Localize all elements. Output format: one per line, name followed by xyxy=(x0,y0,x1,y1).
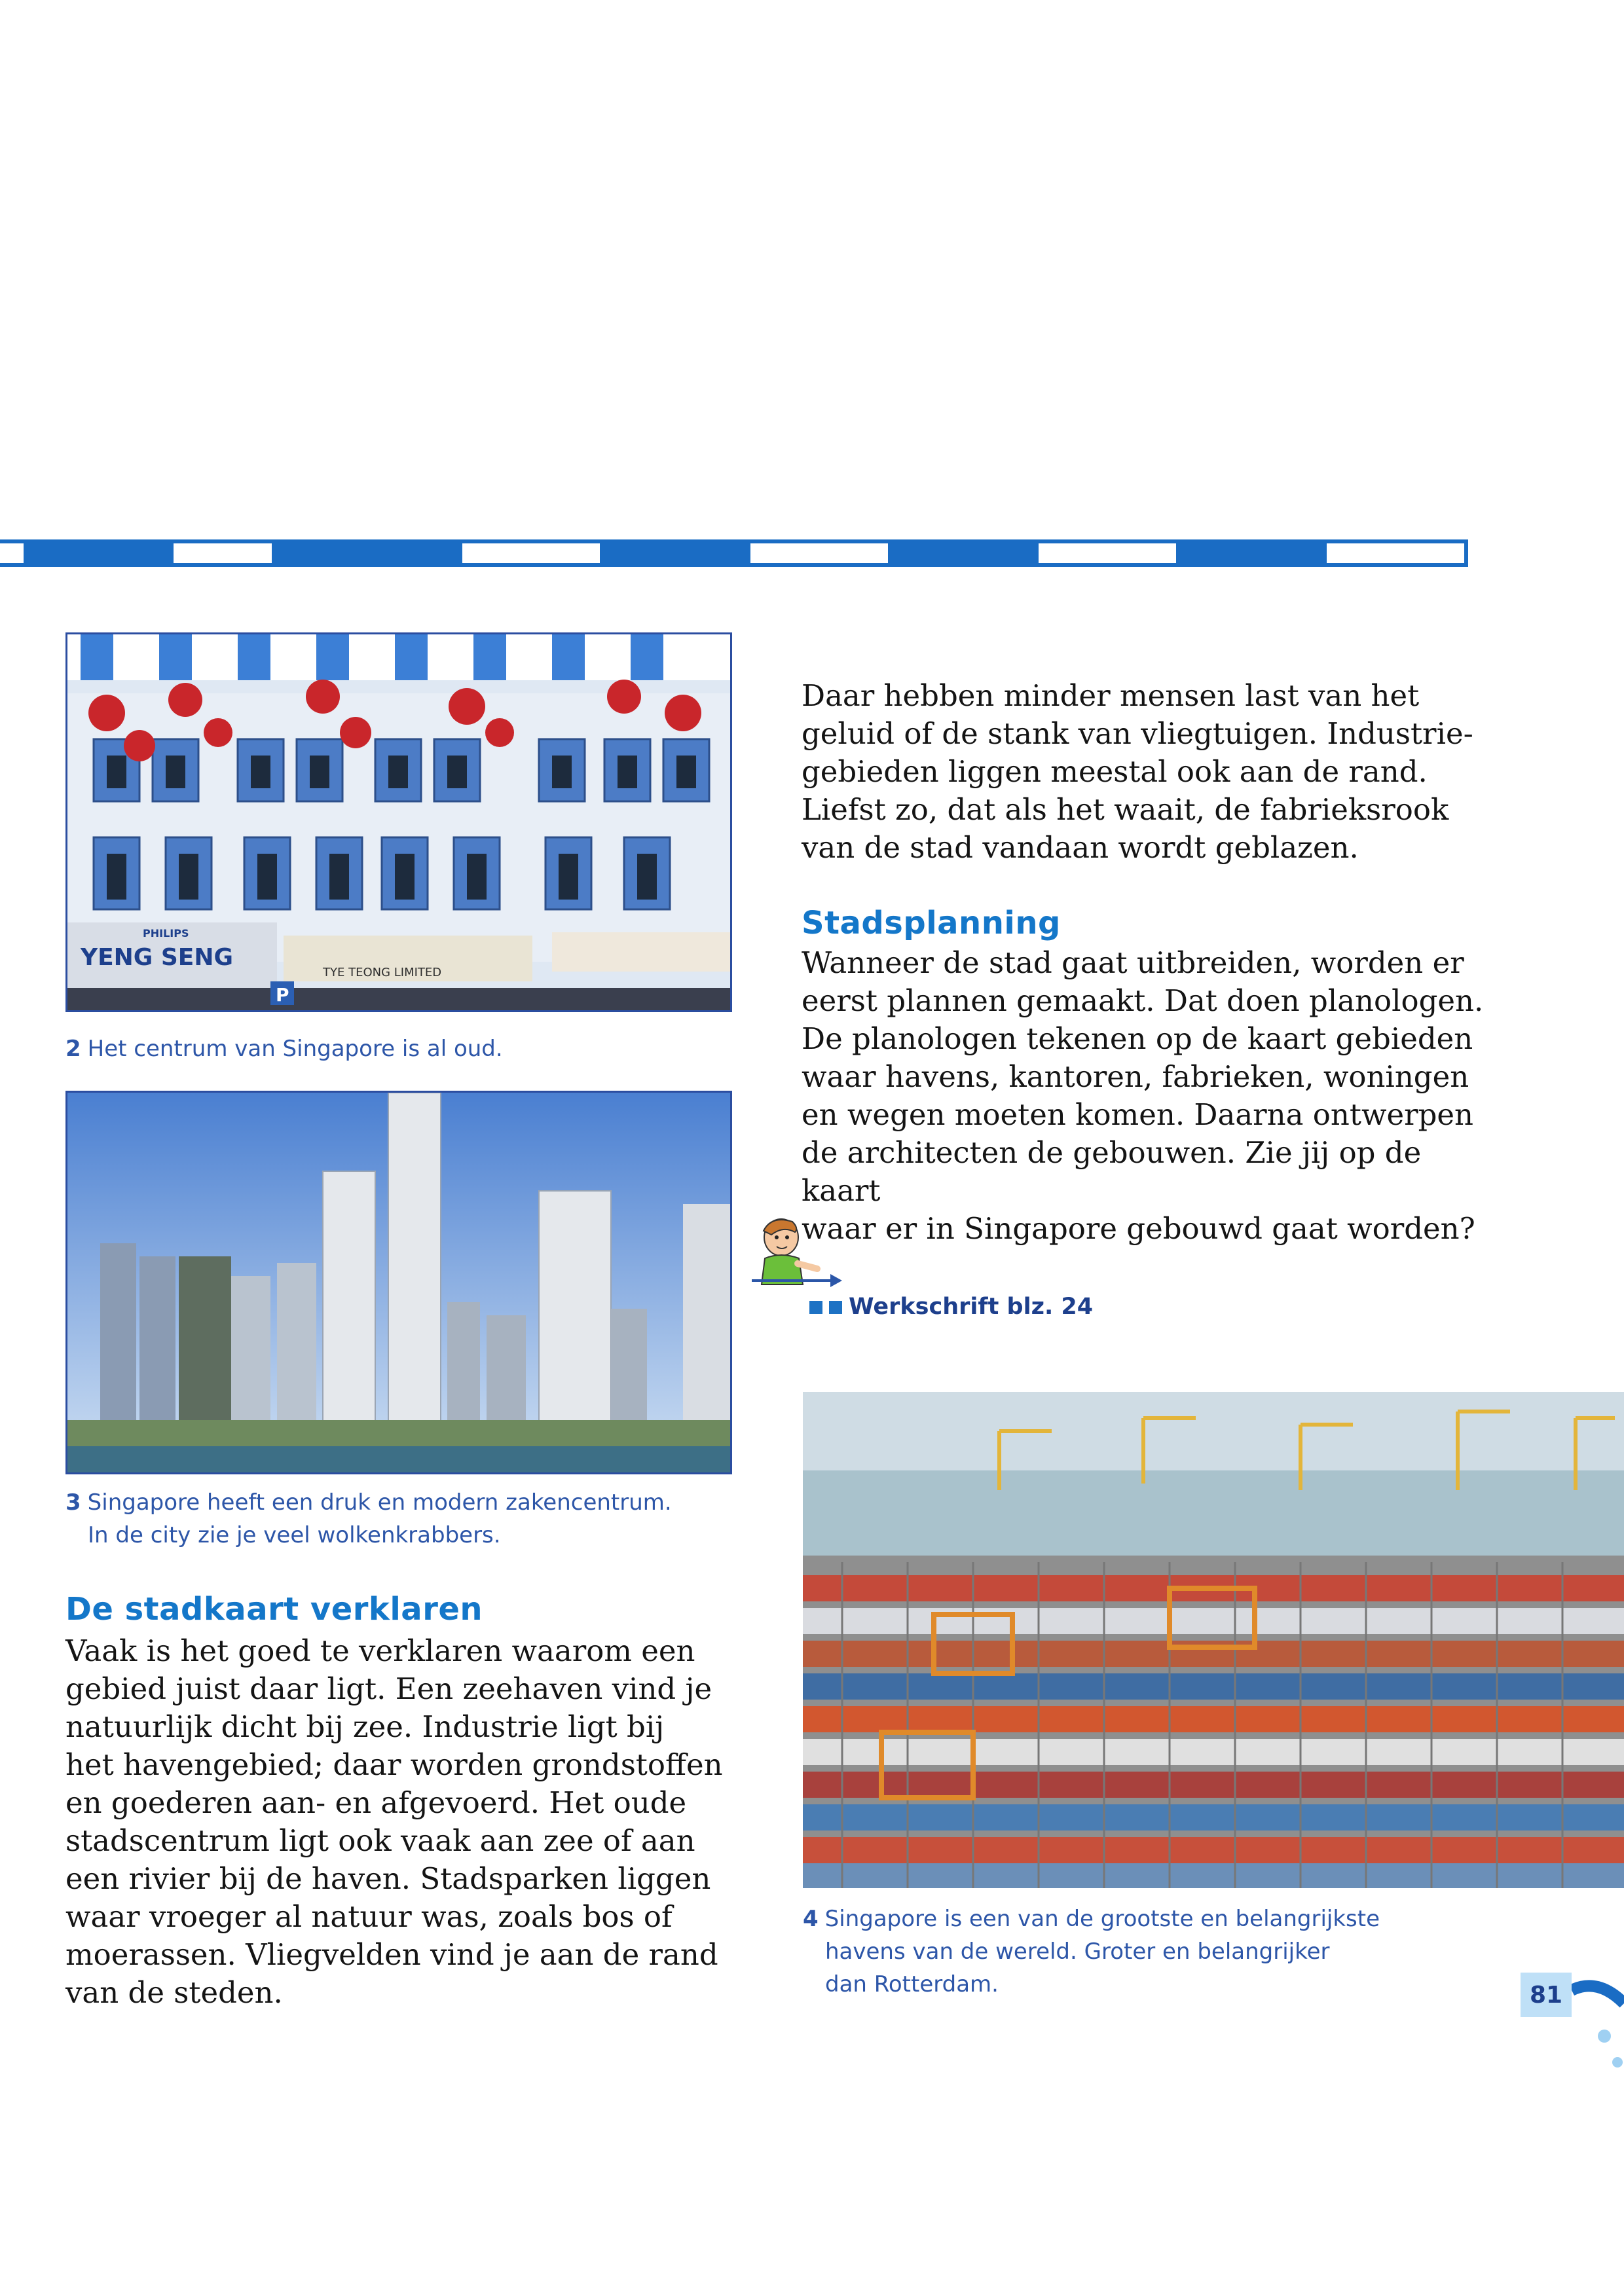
figure-number: 2 xyxy=(65,1036,81,1062)
text-line: waar vroeger al natuur was, zoals bos of xyxy=(65,1899,673,1934)
caption-line: Singapore is een van de grootste en belangrijkste xyxy=(824,1906,1380,1932)
text-line: eerst plannen gemaakt. Dat doen planologen. xyxy=(802,983,1484,1018)
text-line: moerassen. Vliegvelden vind je aan de rand xyxy=(65,1937,718,1972)
text-line: geluid of de stank van vliegtuigen. Industrie- xyxy=(802,716,1473,751)
text-line: gebieden liggen meestal ook aan de rand. xyxy=(802,754,1428,789)
caption-figure-3 xyxy=(65,1486,728,1552)
text-line: stadscentrum ligt ook vaak aan zee of aan xyxy=(65,1823,695,1858)
philips-sign: PHILIPS xyxy=(143,927,189,939)
text-line: en wegen moeten komen. Daarna ontwerpen xyxy=(802,1097,1474,1132)
text-line: van de stad vandaan wordt geblazen. xyxy=(802,830,1359,865)
paragraph-intro xyxy=(802,677,1509,867)
caption-line: Singapore heeft een druk en modern zakencentrum. xyxy=(87,1489,672,1516)
page-number: 81 xyxy=(1521,1973,1572,2017)
text-line: Liefst zo, dat als het waait, de fabrieksrook xyxy=(802,792,1449,827)
text-line: van de steden. xyxy=(65,1975,283,2010)
text-line: waar er in Singapore gebouwd gaat worden? xyxy=(802,1211,1475,1246)
photo-old-shophouses xyxy=(65,632,732,1012)
caption-figure-4 xyxy=(803,1903,1523,2001)
caption-line: havens van de wereld. Groter en belangrijker xyxy=(825,1939,1330,1965)
parking-sign: P xyxy=(276,984,289,1006)
workbook-reference-text: Werkschrift blz. 24 xyxy=(849,1294,1094,1320)
text-line: De planologen tekenen op de kaart gebieden xyxy=(802,1021,1473,1056)
figure-number: 4 xyxy=(803,1906,819,1932)
text-line: de architecten de gebouwen. Zie jij op de kaart xyxy=(802,1135,1422,1208)
text-line: Wanneer de stad gaat uitbreiden, worden er xyxy=(802,945,1464,980)
photo-business-district-skyline xyxy=(65,1091,732,1474)
text-line: Daar hebben minder mensen last van het xyxy=(802,678,1420,713)
caption-text: Het centrum van Singapore is al oud. xyxy=(87,1036,503,1062)
caption-line: In de city zie je veel wolkenkrabbers. xyxy=(88,1522,501,1548)
text-line: Vaak is het goed te verklaren waarom een xyxy=(65,1633,695,1668)
heading-stadsplanning: Stadsplanning xyxy=(802,905,1061,941)
corner-swirl-decoration xyxy=(1572,1964,1624,2088)
heading-stadkaart-verklaren: De stadkaart verklaren xyxy=(65,1591,483,1628)
text-line: waar havens, kantoren, fabrieken, woningen xyxy=(802,1059,1469,1094)
top-decorative-band xyxy=(0,539,1468,567)
arrow-right-icon xyxy=(752,1267,843,1294)
caption-line: dan Rotterdam. xyxy=(825,1971,999,1997)
workbook-reference xyxy=(809,1294,1093,1320)
square-bullet-icon xyxy=(829,1301,842,1314)
photo-container-port xyxy=(803,1392,1624,1888)
yeng-seng-sign: YENG SENG xyxy=(81,944,234,971)
square-bullet-icon xyxy=(809,1301,822,1314)
caption-figure-2 xyxy=(65,1032,728,1065)
text-line: het havengebied; daar worden grondstoffen xyxy=(65,1747,723,1782)
text-line: natuurlijk dicht bij zee. Industrie ligt bij xyxy=(65,1709,665,1744)
paragraph-stadsplanning xyxy=(802,944,1509,1248)
tye-teong-sign: TYE TEONG LIMITED xyxy=(323,966,442,979)
paragraph-stadkaart-verklaren xyxy=(65,1632,773,2012)
text-line: een rivier bij de haven. Stadsparken liggen xyxy=(65,1861,711,1896)
text-line: gebied juist daar ligt. Een zeehaven vind je xyxy=(65,1671,712,1706)
figure-number: 3 xyxy=(65,1489,81,1516)
text-line: en goederen aan- en afgevoerd. Het oude xyxy=(65,1785,687,1820)
